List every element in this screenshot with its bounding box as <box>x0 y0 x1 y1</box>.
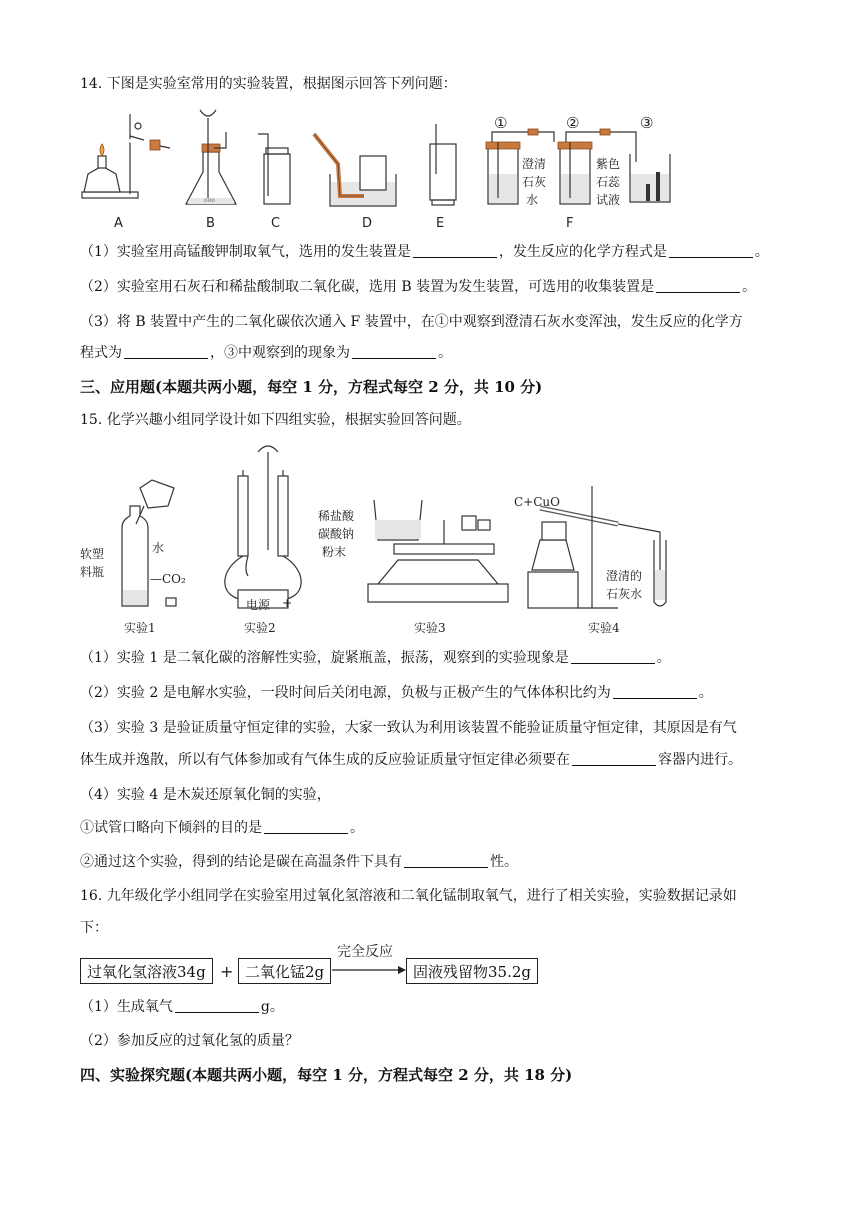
apparatus-b-drawing <box>186 110 236 204</box>
q15-stem: 15. 化学兴趣小组同学设计如下四组实验，根据实验回答问题。 <box>80 412 471 428</box>
exp2-power-label: 电源 <box>246 598 271 612</box>
apparatus-f-drawing <box>486 129 670 204</box>
q14-p1-text-c: 。 <box>754 244 769 260</box>
q16-p1-text-a: （1）生成氧气 <box>80 999 173 1015</box>
q15-blank-3[interactable] <box>572 751 656 766</box>
section-4-heading: 四、实验探究题(本题共两小题，每空 1 分，方程式每空 2 分，共 18 分) <box>80 1066 573 1084</box>
q16-arrow-text: 完全反应 <box>337 944 393 960</box>
f-reagent-1-line-2: 石灰 <box>522 175 547 189</box>
exp3-acid-label: 稀盐酸 <box>318 509 355 523</box>
q15-p1-text-b: 。 <box>656 650 671 666</box>
section-3-heading: 三、应用题(本题共两小题，每空 1 分，方程式每空 2 分，共 10 分) <box>80 378 543 396</box>
exp1-bottle-label-2: 料瓶 <box>80 565 105 579</box>
q15-experiments-figure <box>78 440 698 620</box>
circled-mark-3: ③ <box>640 114 654 132</box>
exp4-lime-label-2: 石灰水 <box>606 587 643 601</box>
exp4-reagent-label: C+CuO <box>514 495 560 509</box>
q15-part-4-2 <box>80 852 518 872</box>
q16-box-manganese-dioxide: 二氧化锰2g <box>238 958 331 984</box>
q14-p3-text-d: 。 <box>438 345 452 361</box>
apparatus-label-f: F <box>566 216 574 231</box>
circled-mark-2: ② <box>566 114 580 132</box>
exp2-drawing <box>225 446 301 608</box>
q15-p2-text-b: 。 <box>698 685 713 701</box>
f-reagent-2-line-3: 试液 <box>596 193 621 207</box>
apparatus-c-drawing <box>258 134 290 204</box>
apparatus-a-drawing <box>82 114 170 198</box>
q14-blank-4[interactable] <box>124 344 208 359</box>
q15-p4-1-text-a: ①试管口略向下倾斜的目的是 <box>80 820 262 836</box>
q15-p4-2-text-b: 性。 <box>490 854 518 870</box>
q15-part-3-line-1: （3）实验 3 是验证质量守恒定律的实验，大家一致认为利用该装置不能验证质量守恒定律，其原因是有气 <box>80 720 737 736</box>
q15-part-1 <box>80 648 671 668</box>
q15-blank-4[interactable] <box>264 819 348 834</box>
exp1-co2-label: —CO₂ <box>150 572 186 586</box>
q14-blank-3[interactable] <box>656 278 740 293</box>
q14-p2-text-a: （2）实验室用石灰石和稀盐酸制取二氧化碳，选用 B 装置为发生装置，可选用的收集装置是 <box>80 279 655 295</box>
f-reagent-1-line-1: 澄清 <box>522 157 547 171</box>
q15-blank-2[interactable] <box>613 684 697 699</box>
q16-part-2: （2）参加反应的过氧化氢的质量？ <box>80 1033 299 1049</box>
q16-p1-text-b: g。 <box>260 999 284 1015</box>
q16-box-residue: 固液残留物35.2g <box>406 958 538 984</box>
q14-part-3-line-2 <box>80 343 452 363</box>
exp3-powder-label-2: 粉末 <box>322 545 347 559</box>
q14-p2-text-b: 。 <box>742 279 757 295</box>
apparatus-label-e: E <box>436 216 445 231</box>
exp1-caption: 实验1 <box>124 621 156 635</box>
q15-part-4: （4）实验 4 是木炭还原氧化铜的实验， <box>80 787 331 803</box>
q16-stem-line-2: 下： <box>80 920 108 936</box>
exp3-drawing <box>368 500 508 602</box>
apparatus-e-drawing <box>430 124 456 205</box>
apparatus-label-b: B <box>206 216 215 231</box>
q15-blank-1[interactable] <box>571 649 655 664</box>
q16-blank-1[interactable] <box>175 998 259 1013</box>
apparatus-label-a: A <box>114 216 123 231</box>
q15-blank-5[interactable] <box>404 853 488 868</box>
q15-p4-1-text-b: 。 <box>350 820 364 836</box>
q16-box-hydrogen-peroxide: 过氧化氢溶液34g <box>80 958 213 984</box>
q14-blank-5[interactable] <box>352 344 436 359</box>
q15-part-3-line-2 <box>80 750 742 770</box>
apparatus-label-c: C <box>271 216 281 231</box>
q16-reaction-arrow <box>332 964 408 976</box>
q14-part-2 <box>80 277 756 297</box>
exp1-bottle-label-1: 软塑 <box>80 547 105 561</box>
f-reagent-2-line-2: 石蕊 <box>596 175 621 189</box>
f-reagent-1-line-3: 水 <box>526 193 539 207</box>
q15-p4-2-text-a: ②通过这个实验，得到的结论是碳在高温条件下具有 <box>80 854 402 870</box>
q14-part-1 <box>80 242 769 262</box>
apparatus-label-d: D <box>362 216 373 231</box>
q15-part-4-1 <box>80 818 364 838</box>
exp3-powder-label-1: 碳酸钠 <box>318 527 355 541</box>
q15-p3-text-b: 体生成并逸散，所以有气体参加或有气体生成的反应验证质量守恒定律必须要在 <box>80 752 570 768</box>
q16-plus-sign: + <box>220 962 234 981</box>
exp4-caption: 实验4 <box>588 621 620 635</box>
exp4-lime-label-1: 澄清的 <box>606 569 643 583</box>
exp1-water-label: 水 <box>152 541 165 555</box>
q15-p2-text-a: （2）实验 2 是电解水实验，一段时间后关闭电源，负极与正极产生的气体体积比约为 <box>80 685 611 701</box>
q14-p3-text-b: 程式为 <box>80 345 122 361</box>
q14-p3-text-c: ，③中观察到的现象为 <box>210 345 350 361</box>
svg-text:ooo: ooo <box>204 197 215 204</box>
q14-blank-2[interactable] <box>669 243 753 258</box>
q16-stem-line-1: 16. 九年级化学小组同学在实验室用过氧化氢溶液和二氧化锰制取氧气，进行了相关实验，实验数据记录如 <box>80 888 737 904</box>
apparatus-d-drawing <box>314 134 396 206</box>
exp3-caption: 实验3 <box>414 621 446 635</box>
q14-stem: 14. 下图是实验室常用的实验装置，根据图示回答下列问题： <box>80 76 457 92</box>
f-reagent-2-line-1: 紫色 <box>596 157 621 171</box>
exp2-plus-sign: + <box>282 596 293 610</box>
circled-mark-1: ① <box>494 114 508 132</box>
q14-blank-1[interactable] <box>413 243 497 258</box>
q15-p3-text-c: 容器内进行。 <box>658 752 742 768</box>
q15-p1-text-a: （1）实验 1 是二氧化碳的溶解性实验，旋紧瓶盖，振荡，观察到的实验现象是 <box>80 650 569 666</box>
q15-part-2 <box>80 683 713 703</box>
exp2-caption: 实验2 <box>244 621 276 635</box>
q14-part-3-line-1: （3）将 B 装置中产生的二氧化碳依次通入 F 装置中，在①中观察到澄清石灰水变浑浊，发生反应的化学方 <box>80 314 743 330</box>
q14-p1-text-a: （1）实验室用高锰酸钾制取氧气，选用的发生装置是 <box>80 244 411 260</box>
q14-p1-text-b: ，发生反应的化学方程式是 <box>498 244 667 260</box>
q16-part-1 <box>80 997 284 1017</box>
